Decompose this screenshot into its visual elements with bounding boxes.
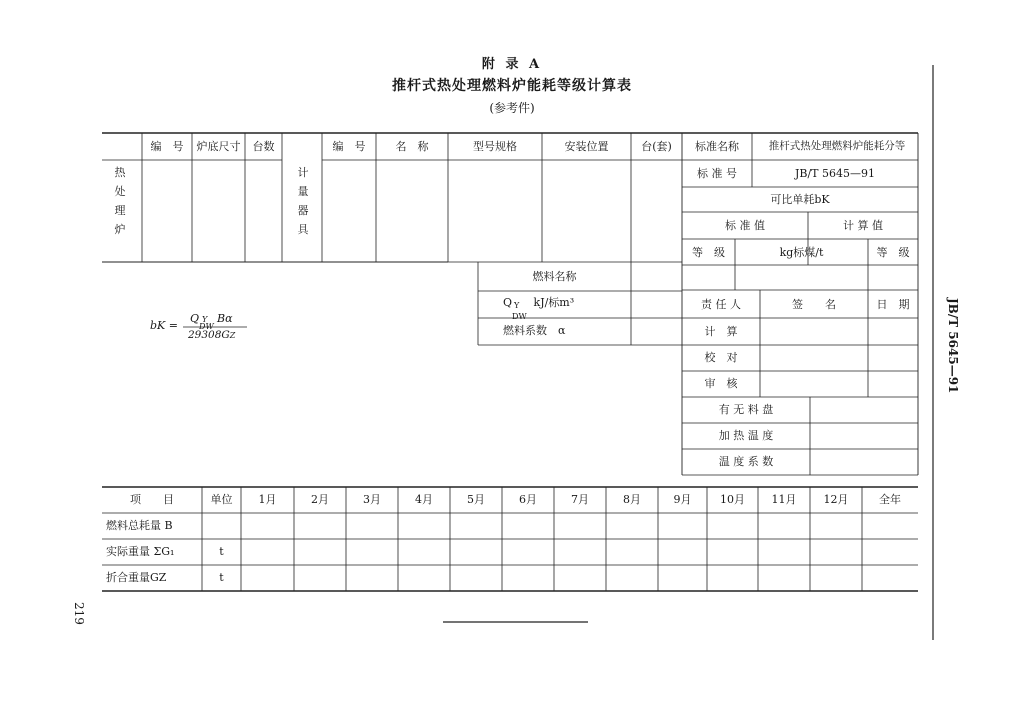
standard-number-value: JB/T 5645—91	[794, 167, 876, 180]
meter-side-label	[296, 163, 310, 239]
tray-label: 有 无 料 盘	[718, 403, 774, 416]
monthly-header-month: 1月	[258, 493, 277, 506]
meter-side-char: 具	[297, 223, 309, 236]
fuel-name-label: 燃料名称	[532, 270, 577, 283]
grade-label-right: 等 级	[876, 246, 910, 259]
monthly-header-month: 10月	[720, 493, 745, 506]
role-calculate: 计 算	[704, 325, 738, 338]
grade-label-left: 等 级	[692, 246, 725, 259]
monthly-header-month: 9月	[673, 493, 692, 506]
meter-side-char: 计	[297, 166, 309, 179]
comparable-consumption-label: 可比单耗bK	[770, 193, 830, 206]
meter-header-name: 名 称	[395, 140, 429, 153]
fuel-coefficient-label: 燃料系数 α	[503, 324, 566, 337]
monthly-header-month: 3月	[363, 493, 381, 506]
monthly-header-month: 7月	[571, 493, 589, 506]
fuel-heat-sub: DW	[512, 312, 527, 321]
formula-q: Q	[190, 312, 200, 325]
unit-label: kg标煤/t	[779, 246, 824, 259]
formula-denominator-sub: Z	[229, 331, 236, 340]
standard-side-code: JB/T 5645—91	[946, 298, 960, 394]
monthly-header-month: 8月	[623, 493, 641, 506]
heating-temp-label: 加 热 温 度	[718, 429, 774, 442]
formula-lhs: bK =	[150, 319, 178, 332]
page-number: 219	[72, 602, 86, 625]
monthly-header-unit: 单位	[210, 493, 233, 506]
standard-number-label: 标 准 号	[697, 167, 737, 180]
furnace-side-char: 理	[114, 204, 126, 217]
standard-name-label: 标准名称	[695, 140, 739, 153]
monthly-header-month: 6月	[519, 493, 537, 506]
calculated-value-label: 计 算 值	[843, 219, 883, 232]
monthly-header-year: 全年	[879, 493, 901, 506]
meter-side-char: 器	[297, 204, 309, 217]
furnace-header-number: 编 号	[150, 140, 184, 153]
row-actual-weight-unit: t	[219, 545, 224, 558]
meter-header-sets: 台(套)	[641, 140, 672, 153]
row-converted-weight-unit: t	[219, 571, 224, 584]
meter-header-model: 型号规格	[473, 140, 517, 153]
standard-name-value: 推杆式热处理燃料炉能耗分等	[768, 140, 906, 152]
monthly-header-month: 4月	[415, 493, 433, 506]
furnace-side-char: 热	[114, 166, 126, 179]
role-proofread: 校 对	[704, 351, 738, 364]
meter-header-number: 编 号	[332, 140, 366, 153]
fuel-heat-symbol: Q	[503, 296, 513, 309]
furnace-header-hearth-size: 炉底尺寸	[196, 140, 241, 153]
formula-sub: DW	[199, 322, 214, 331]
row-fuel-total-label: 燃料总耗量 B	[106, 519, 173, 532]
date-header: 日 期	[876, 298, 910, 311]
meter-side-char: 量	[297, 185, 309, 198]
standard-value-label: 标 准 值	[725, 219, 765, 232]
furnace-side-char: 炉	[114, 223, 126, 236]
monthly-header-month: 5月	[467, 493, 485, 506]
furnace-side-char: 处	[114, 185, 126, 198]
role-review: 审 核	[704, 377, 738, 390]
monthly-header-month: 12月	[823, 493, 849, 506]
fuel-heat-unit: kJ/标m³	[533, 296, 575, 309]
furnace-header-count: 台数	[252, 140, 275, 153]
signature-header: 签 名	[792, 298, 836, 311]
responsible-header: 责 任 人	[701, 298, 741, 311]
row-converted-weight-label: 折合重量GZ	[106, 571, 167, 584]
row-actual-weight-label: 实际重量 ΣG₁	[106, 545, 175, 558]
appendix-heading: 附 录 A	[481, 57, 543, 72]
monthly-header-month: 2月	[311, 493, 329, 506]
reference-note: (参考件)	[489, 101, 535, 115]
formula-denominator	[188, 329, 235, 342]
formula-denominator-text: 29308G	[188, 329, 230, 341]
fuel-heat-value-label	[503, 296, 575, 321]
monthly-header-item: 项 目	[130, 493, 174, 506]
monthly-header-month: 11月	[771, 493, 797, 506]
formula-numerator	[190, 312, 233, 331]
fuel-heat-sup: Y	[514, 301, 520, 310]
formula-tail: Bα	[217, 312, 233, 325]
page-title: 推杆式热处理燃料炉能耗等级计算表	[392, 78, 632, 94]
temp-coefficient-label: 温 度 系 数	[718, 455, 774, 468]
meter-header-location: 安装位置	[564, 140, 609, 153]
furnace-side-label	[113, 163, 127, 239]
formula-sup: Y	[202, 315, 208, 324]
